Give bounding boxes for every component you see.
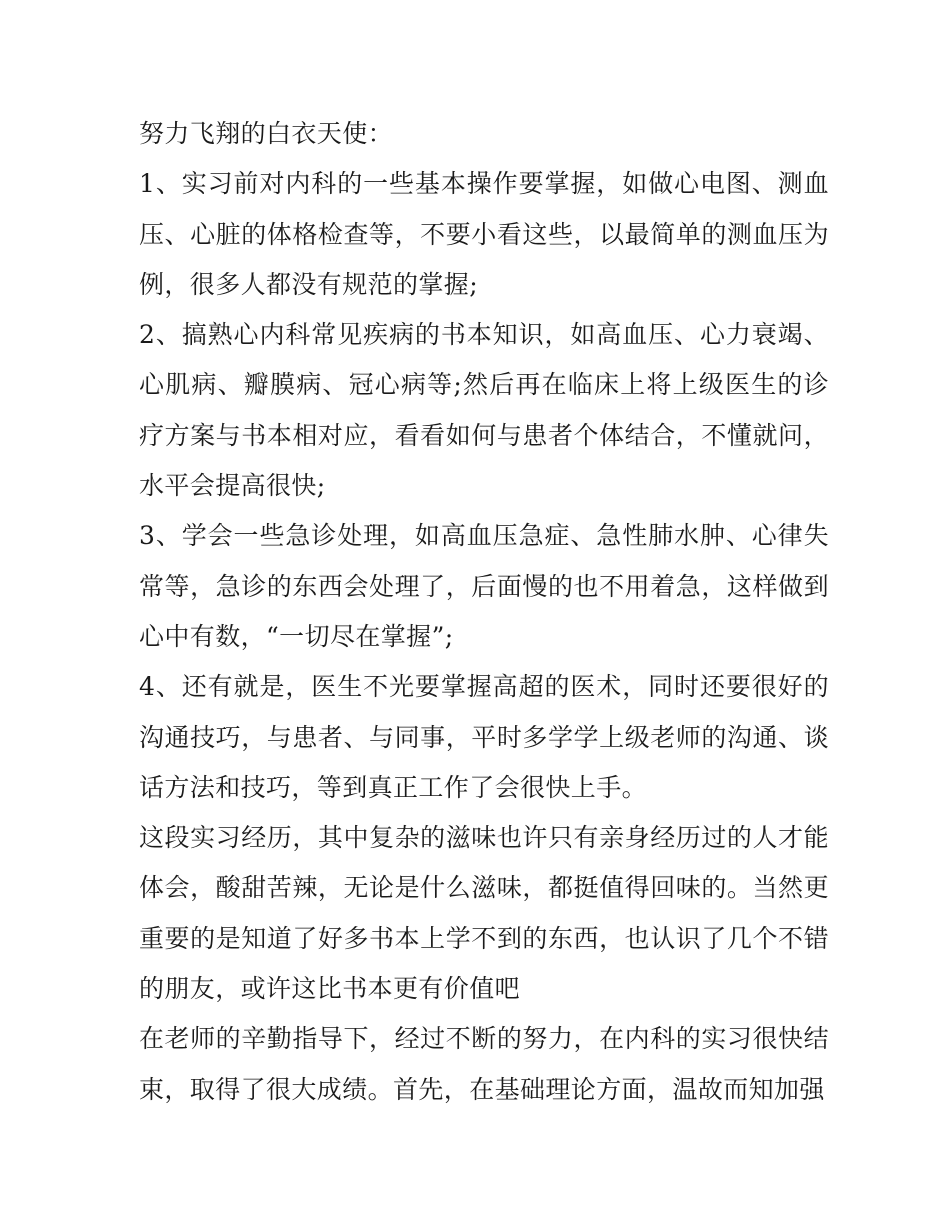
paragraph-2: 2、搞熟心内科常见疾病的书本知识，如高血压、心力衰竭、心肌病、瓣膜病、冠心病等;然后再在临床上将上级医生的诊疗方案与书本相对应，看看如何与患者个体结合，不懂就问，水平会提高很快;	[139, 320, 829, 501]
paragraph-3: 3、学会一些急诊处理，如高血压急症、急性肺水肿、心律失常等，急诊的东西会处理了，后面慢的也不用着急，这样做到心中有数，“一切尽在掌握”;	[139, 521, 829, 651]
paragraph-1: 1、实习前对内科的一些基本操作要掌握，如做心电图、测血压、心脏的体格检查等，不要小看这些，以最简单的测血压为例，很多人都没有规范的掌握;	[139, 169, 829, 299]
paragraph-4: 4、还有就是，医生不光要掌握高超的医术，同时还要很好的沟通技巧，与患者、与同事，平时多学学上级老师的沟通、谈话方法和技巧，等到真正工作了会很快上手。	[139, 672, 829, 802]
document-body	[139, 109, 829, 1115]
paragraph-6: 在老师的辛勤指导下，经过不断的努力，在内科的实习很快结束，取得了很大成绩。首先，在基础理论方面，温故而知加强	[139, 1024, 829, 1104]
paragraph-5: 这段实习经历，其中复杂的滋味也许只有亲身经历过的人才能体会，酸甜苦辣，无论是什么滋味，都挺值得回味的。当然更重要的是知道了好多书本上学不到的东西，也认识了几个不错的朋友，或许这比书本更有价值吧	[139, 823, 829, 1004]
document-title: 努力飞翔的白衣天使：	[139, 119, 394, 148]
